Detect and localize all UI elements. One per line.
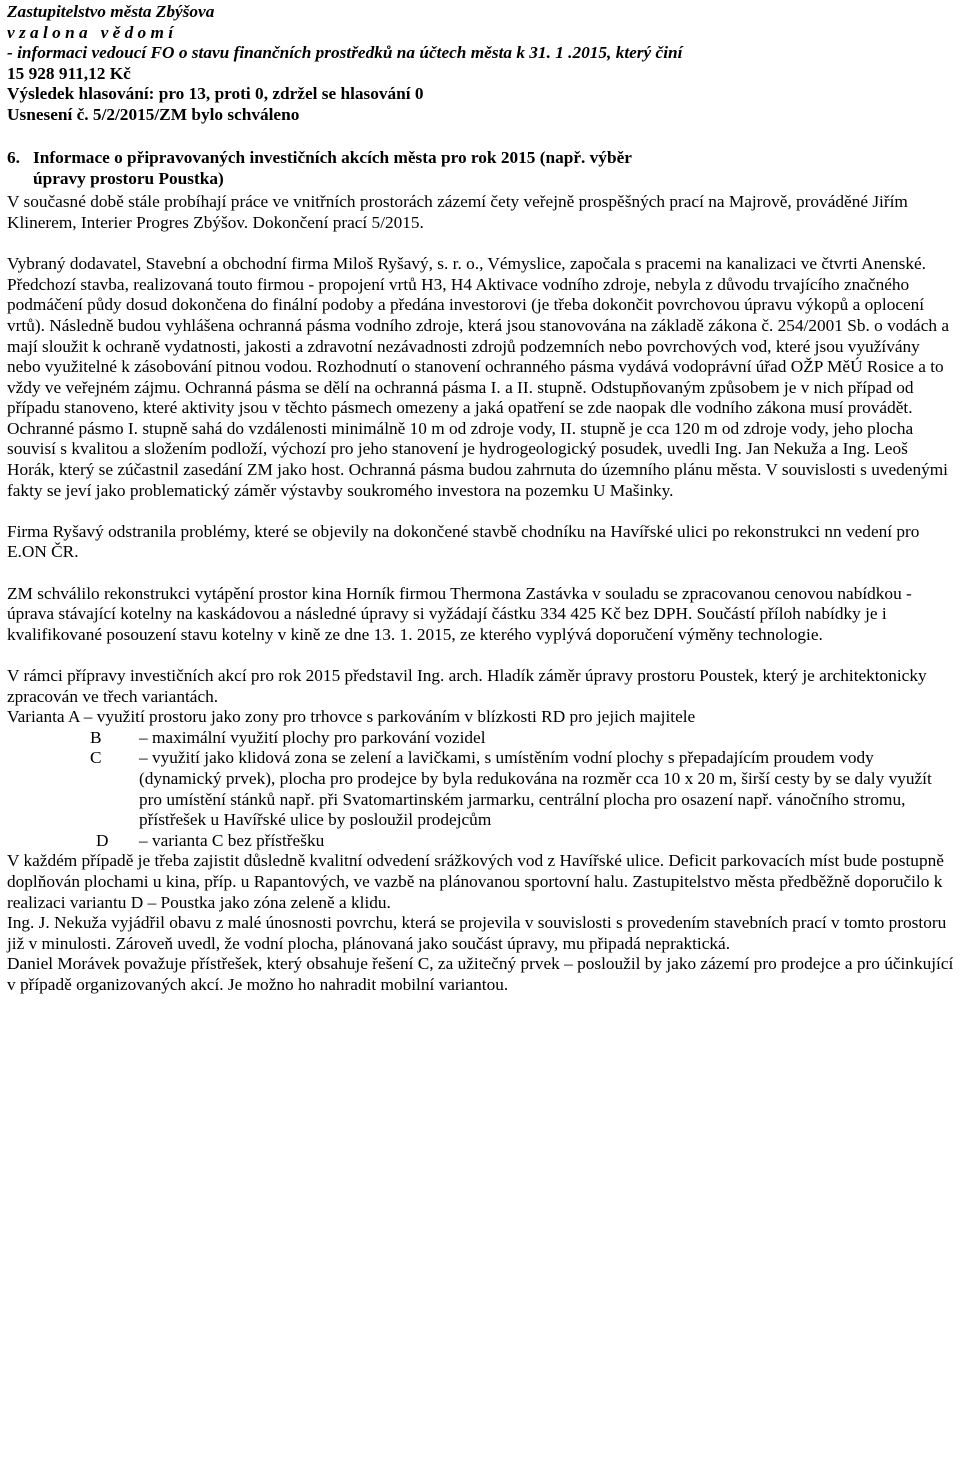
vote-result: Výsledek hlasování: pro 13, proti 0, zdržel se hlasování 0 <box>7 84 424 104</box>
spacer <box>7 563 955 584</box>
spacer <box>7 234 955 255</box>
variant-d-text: – varianta C bez přístřešku <box>139 830 325 850</box>
section-number: 6. <box>7 148 20 168</box>
paragraph-drainage: V každém případě je třeba zajistit důsledně kvalitní odvedení srážkových vod z Havířské ulice. Deficit parkovacích míst bude postupně doplňován plochami u kina, příp. u Rapantových, ve vazbě na plánovanou sportovní halu. Zastupitelstvo města předběžně doporučilo k realizaci variantu D – Poustka jako zóna zeleně a klidu. <box>7 851 944 912</box>
variant-b <box>7 728 955 749</box>
paragraph-water-source: Předchozí stavba, realizovaná touto firmou - propojení vrtů H3, H4 Aktivace vodního zdroje, nebyla z důvodu trvajícího značného podmáčení půdy dosud dokončena do finální podoby a předána investorovi (je třeba dokončit povrchovou úpravu výkopů a oplocení vrtů). Následně budou vyhlášena ochranná pásma vodního zdroje, která jsou stanovována na základě zákona č. 254/2001 Sb. o vodách a mají sloužit k ochraně vydatnosti, jakosti a zdravotní nezávadnosti zdrojů podzemních nebo povrchových vod, které jsou využívány nebo využitelné k zásobování pitnou vodou. Rozhodnutí o stanovení ochranného pásma vydává vodoprávní úřad OŽP MěÚ Rosice a to vždy ve veřejném zájmu. Ochranná pásma se dělí na ochranná pásma I. a II. stupně. Odstupňovaným způsobem je v nich případ od případu stanoveno, které aktivity jsou v těchto pásmech omezeny a jaká opatření se zde naopak dle vodního zákona musí provádět. Ochranné pásmo I. stupně sahá do vzdálenosti minimálně 10 m od zdroje vody, II. stupně je cca 120 m od zdroje vody, jeho plocha souvisí s kvalitou a složením podloží, výchozí pro jeho stanovení je hydrogeologický posudek, uvedli Ing. Jan Nekuža a Ing. Leoš Horák, který se zúčastnil zasedání ZM jako host. Ochranná pásma budou zahrnuta do územního plánu města. V souvislosti s uvedenými fakty se jeví jako problematický záměr výstavby soukromého investora na pozemku U Mašinky. <box>7 274 950 500</box>
paragraph-moravek: Daniel Morávek považuje přístřešek, který obsahuje řešení C, za užitečný prvek – posloužil by jako zázemí pro prodejce a pro účinkující v případě organizovaných akcí. Je možno ho nahradit mobilní variantou. <box>7 954 954 994</box>
section-title-line-1: Informace o připravovaných investičních akcích města pro rok 2015 (např. výběr <box>33 148 632 168</box>
institution-heading: Zastupitelstvo města Zbýšova <box>7 2 215 21</box>
spacer <box>7 501 955 522</box>
variant-d <box>7 831 955 852</box>
section-title-line-2: úpravy prostoru Poustka) <box>33 168 224 188</box>
amount: 15 928 911,12 Kč <box>7 63 131 83</box>
spacer <box>7 126 955 147</box>
resolution: Usnesení č. 5/2/2015/ZM bylo schváleno <box>7 104 300 124</box>
paragraph-sewer: Vybraný dodavatel, Stavební a obchodní firma Miloš Ryšavý, s. r. o., Vémyslice, započala s pracemi na kanalizaci ve čtvrti Anenské. <box>7 254 926 274</box>
report-line: - informaci vedoucí FO o stavu finančních prostředků na účtech města k 31. 1 .2015, který činí <box>7 43 683 63</box>
paragraph-cinema-heating: ZM schválilo rekonstrukci vytápění prostor kina Horník firmou Thermona Zastávka v souladu se zpracovanou cenovou nabídkou - úprava stávající kotelny na kaskádovou a následné úpravy si vyžádají částku 334 425 Kč bez DPH. Součástí příloh nabídky je i kvalifikované posouzení stavu kotelny v kině ze dne 13. 1. 2015, ze kterého vyplývá doporučení výměny technologie. <box>7 583 912 644</box>
paragraph-nekuza: Ing. J. Nekuža vyjádřil obavu z malé únosnosti povrchu, která se projevila v souvislosti s provedením stavebních prací v tomto prostoru již v minulosti. Zároveň uvedl, že vodní plocha, plánovaná jako součást úpravy, mu připadá nepraktická. <box>7 913 947 953</box>
variant-b-text: – maximální využití plochy pro parkování vozidel <box>139 727 486 747</box>
paragraph-sidewalk: Firma Ryšavý odstranila problémy, které se objevily na dokončené stavbě chodníku na Havířské ulici po rekonstrukci nn vedení pro E.ON ČR. <box>7 521 920 562</box>
notes-label: v z a l o n a v ě d o m í <box>7 22 174 42</box>
variant-b-label: B <box>90 727 102 747</box>
variant-c-text: – využití jako klidová zona se zelení a lavičkami, s umístěním vodní plochy s přepadajícím proudem vody (dynamický prvek), plocha pro prodejce by byla redukována na rozměr cca 10 x 20 m, širší cesty by se daly využít pro umístění stánků např. při Svatomartinském jarmarku, centrální plocha pro osazení např. vánočního stromu, přístřešek u Havířské ulice by posloužil prodejcům <box>139 748 932 830</box>
section-title <box>7 148 955 169</box>
variant-c-label: C <box>90 748 102 768</box>
variant-d-label: D <box>96 830 109 850</box>
spacer <box>7 645 955 666</box>
paragraph-workshop: V současné době stále probíhají práce ve vnitřních prostorách zázemí čety veřejně prospěšných prací na Majrově, prováděné Jiřím Klinerem, Interier Progres Zbýšov. Dokončení prací 5/2015. <box>7 192 908 232</box>
variant-a: Varianta A – využití prostoru jako zony pro trhovce s parkováním v blízkosti RD pro jejich majitele <box>7 707 696 727</box>
variant-c <box>7 748 955 830</box>
document-page <box>7 2 955 996</box>
paragraph-poustka-intro: V rámci přípravy investičních akcí pro rok 2015 představil Ing. arch. Hladík záměr úpravy prostoru Poustek, který je architektonicky zpracován ve třech variantách. <box>7 666 927 706</box>
